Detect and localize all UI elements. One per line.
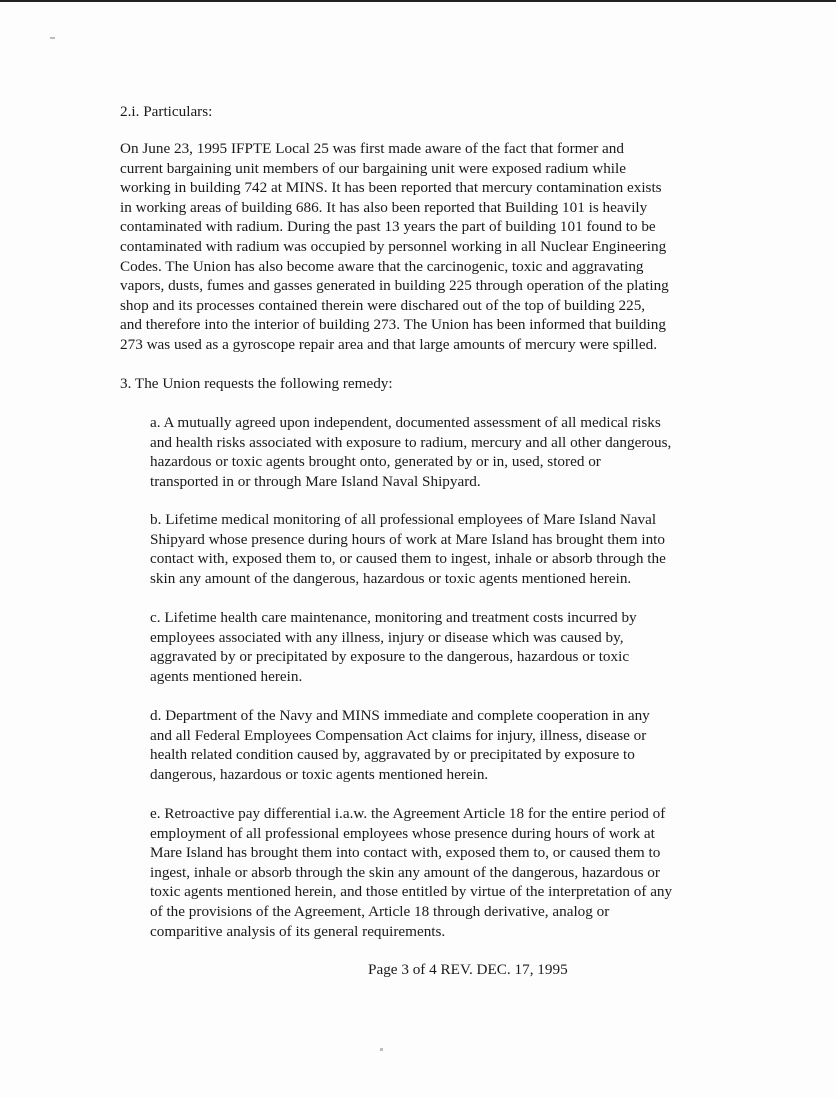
paragraph-line: contaminated with radium was occupied by personnel working in all Nuclear Engineering xyxy=(120,237,667,255)
paragraph-line: working in building 742 at MINS. It has been reported that mercury contamination exists xyxy=(120,179,662,197)
particulars-paragraph xyxy=(120,139,720,355)
remedy-line: transported in or through Mare Island Naval Shipyard. xyxy=(150,472,481,490)
remedy-line: employment of all professional employees whose presence during hours of work at xyxy=(150,824,655,842)
paragraph-line: vapors, dusts, fumes and gasses generated in building 225 through operation of the plating xyxy=(120,277,669,295)
remedy-line: toxic agents mentioned herein, and those entitled by virtue of the interpretation of any xyxy=(150,883,673,901)
remedy-line: skin any amount of the dangerous, hazardous or toxic agents mentioned herein. xyxy=(150,569,632,587)
remedy-line: aggravated by or precipitated by exposure to the dangerous, hazardous or toxic xyxy=(150,648,630,666)
remedy-line: Shipyard whose presence during hours of work at Mare Island has brought them into xyxy=(150,530,665,548)
remedy-line: Mare Island has brought them into contact with, exposed them to, or caused them to xyxy=(150,844,661,862)
remedy-item-c xyxy=(150,608,730,686)
remedy-item-b xyxy=(150,510,730,588)
remedy-line: hazardous or toxic agents brought onto, generated by or in, used, stored or xyxy=(150,453,601,471)
page-footer: Page 3 of 4 REV. DEC. 17, 1995 xyxy=(368,961,568,978)
remedy-item-a xyxy=(150,413,730,491)
paragraph-line: current bargaining unit members of our bargaining unit were exposed radium while xyxy=(120,159,626,177)
paragraph-line: On June 23, 1995 IFPTE Local 25 was first made aware of the fact that former and xyxy=(120,140,624,157)
scan-speck xyxy=(380,1048,383,1051)
remedy-heading: 3. The Union requests the following remedy: xyxy=(120,375,393,392)
remedy-item-e xyxy=(150,804,730,941)
remedy-line: contact with, exposed them to, or caused them to ingest, inhale or absorb through the xyxy=(150,550,666,568)
remedy-line: a. A mutually agreed upon independent, documented assessment of all medical risks xyxy=(150,414,661,431)
remedy-line: b. Lifetime medical monitoring of all professional employees of Mare Island Naval xyxy=(150,511,657,528)
paragraph-line: shop and its processes contained therein were dischared out of the top of building 225, xyxy=(120,296,646,314)
scan-speck xyxy=(50,37,55,39)
remedy-line: and all Federal Employees Compensation Act claims for injury, illness, disease or xyxy=(150,726,647,744)
remedy-line: e. Retroactive pay differential i.a.w. the Agreement Article 18 for the entire period of xyxy=(150,805,666,822)
paragraph-line: and therefore into the interior of building 273. The Union has been informed that building xyxy=(120,316,666,334)
remedy-line: employees associated with any illness, injury or disease which was caused by, xyxy=(150,628,624,646)
remedy-line: of the provisions of the Agreement, Article 18 through derivative, analog or xyxy=(150,902,610,920)
remedy-item-d xyxy=(150,706,730,784)
paragraph-line: in working areas of building 686. It has also been reported that Building 101 is heavily xyxy=(120,198,648,216)
scan-edge-line xyxy=(0,0,836,2)
remedy-line: ingest, inhale or absorb through the skin any amount of the dangerous, hazardous or xyxy=(150,863,660,881)
remedy-line: health related condition caused by, aggravated by or precipitated by exposure to xyxy=(150,746,635,764)
remedy-line: and health risks associated with exposure to radium, mercury and all other dangerous, xyxy=(150,433,672,451)
remedy-line: comparitive analysis of its general requirements. xyxy=(150,922,446,940)
remedy-line: agents mentioned herein. xyxy=(150,667,303,685)
paragraph-line: 273 was used as a gyroscope repair area and that large amounts of mercury were spilled. xyxy=(120,335,657,353)
paragraph-line: Codes. The Union has also become aware that the carcinogenic, toxic and aggravating xyxy=(120,257,644,275)
remedy-line: dangerous, hazardous or toxic agents mentioned herein. xyxy=(150,765,489,783)
remedy-line: c. Lifetime health care maintenance, monitoring and treatment costs incurred by xyxy=(150,609,637,626)
section-heading: 2.i. Particulars: xyxy=(120,103,213,120)
remedy-line: d. Department of the Navy and MINS immediate and complete cooperation in any xyxy=(150,707,650,724)
paragraph-line: contaminated with radium. During the past 13 years the part of building 101 found to be xyxy=(120,218,656,236)
